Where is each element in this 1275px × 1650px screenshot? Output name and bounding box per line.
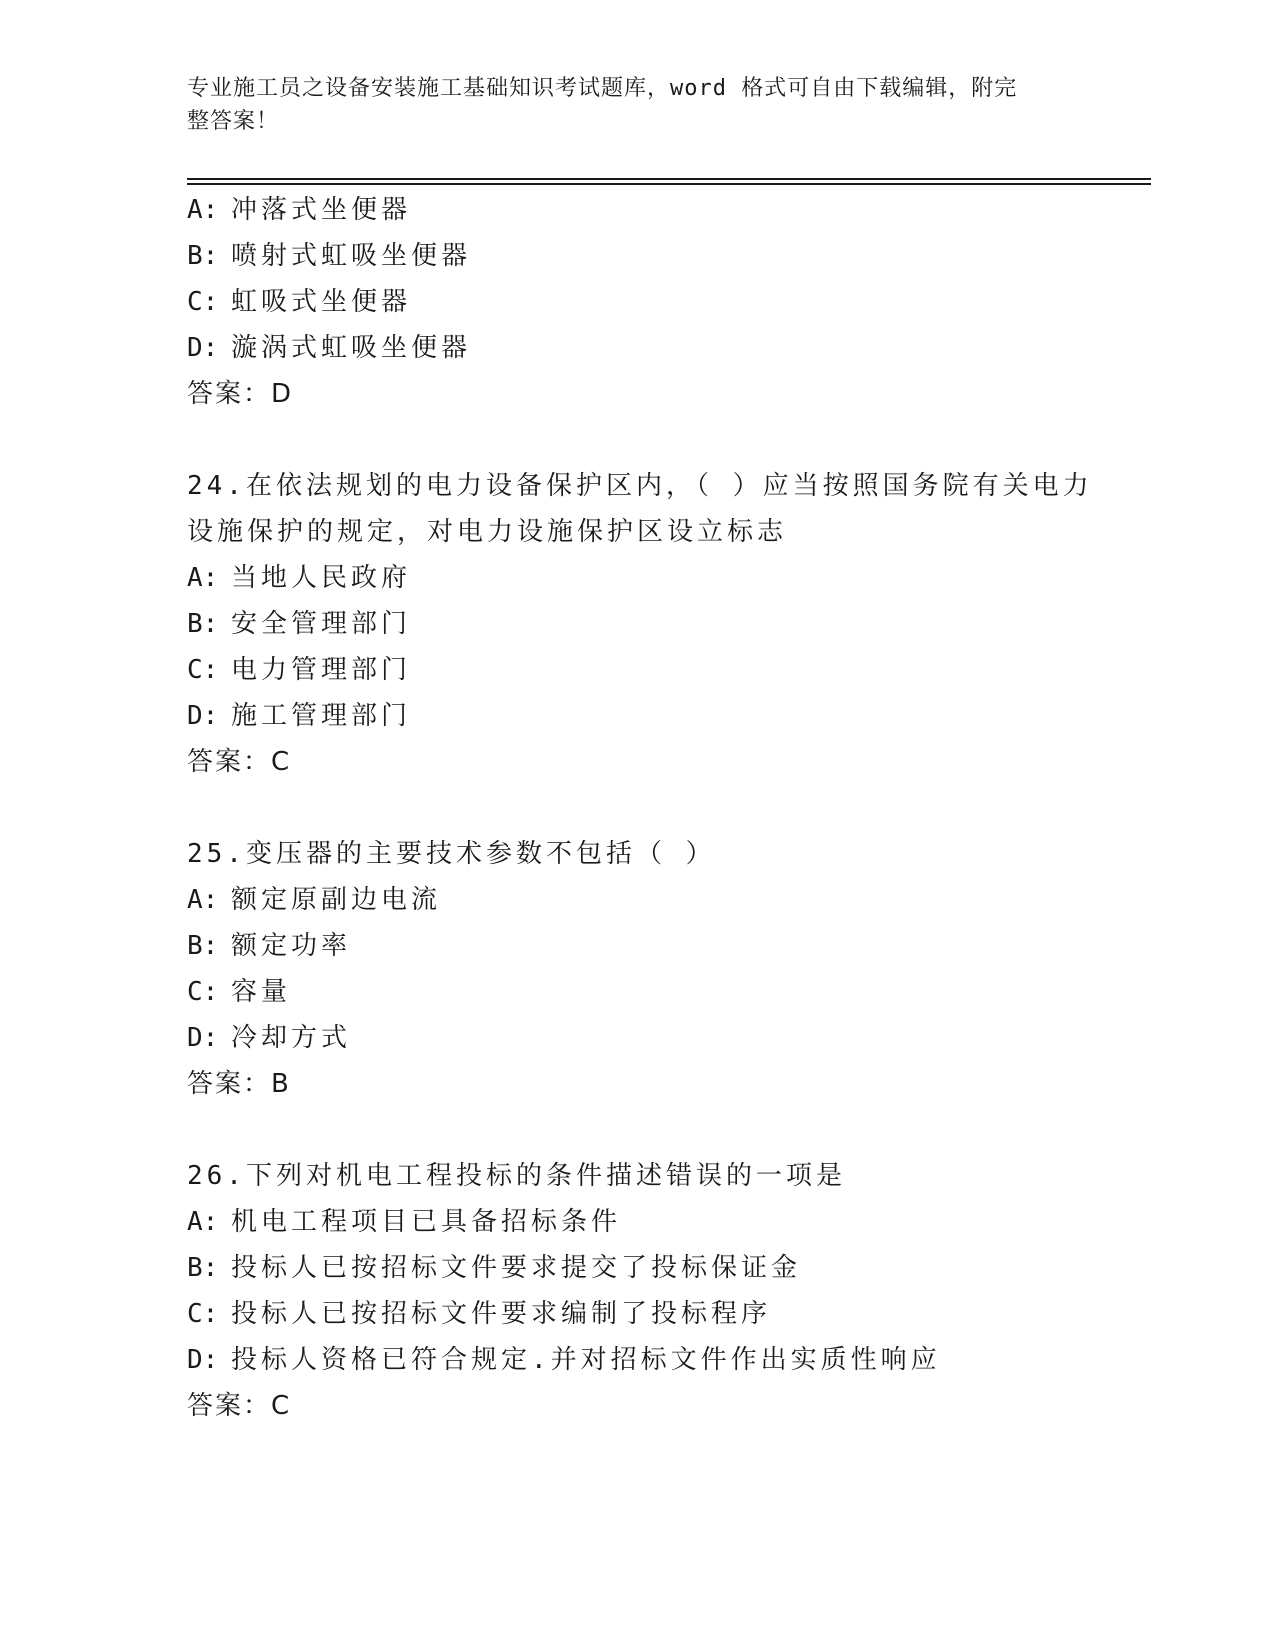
question-text-line-1: 26.下列对机电工程投标的条件描述错误的一项是 (187, 1161, 846, 1191)
option-d: D: 冷却方式 (187, 1023, 352, 1053)
option-c: C: 电力管理部门 (187, 655, 412, 685)
option-b: B: 投标人已按招标文件要求提交了投标保证金 (187, 1253, 802, 1283)
header-divider-top (187, 178, 1151, 180)
option-c: C: 虹吸式坐便器 (187, 287, 412, 317)
document-header (187, 72, 1067, 138)
answer-line: 答案：D (187, 379, 294, 409)
option-a: A: 额定原副边电流 (187, 885, 442, 915)
question-list (187, 187, 1147, 1429)
question-text-line-2: 设施保护的规定，对电力设施保护区设立标志 (187, 517, 788, 547)
answer-line: 答案：B (187, 1069, 291, 1099)
header-line-2: 整答案！ (187, 109, 280, 134)
option-c: C: 容量 (187, 977, 292, 1007)
option-a: A: 机电工程项目已具备招标条件 (187, 1207, 622, 1237)
option-a: A: 冲落式坐便器 (187, 195, 412, 225)
question-text-line-1: 25.变压器的主要技术参数不包括（ ） (187, 839, 716, 869)
header-divider-bottom (187, 183, 1151, 185)
option-c: C: 投标人已按招标文件要求编制了投标程序 (187, 1299, 772, 1329)
option-d: D: 漩涡式虹吸坐便器 (187, 333, 472, 363)
option-b: B: 喷射式虹吸坐便器 (187, 241, 472, 271)
question-block (187, 831, 1147, 1107)
option-b: B: 额定功率 (187, 931, 352, 961)
answer-line: 答案：C (187, 747, 292, 777)
option-d: D: 投标人资格已符合规定.并对招标文件作出实质性响应 (187, 1345, 941, 1375)
question-block (187, 463, 1147, 785)
header-line-1: 专业施工员之设备安装施工基础知识考试题库，word 格式可自由下载编辑，附完 (187, 76, 1018, 101)
option-b: B: 安全管理部门 (187, 609, 412, 639)
question-block (187, 187, 1147, 417)
option-a: A: 当地人民政府 (187, 563, 412, 593)
question-block (187, 1153, 1147, 1429)
question-text-line-1: 24.在依法规划的电力设备保护区内，（ ）应当按照国务院有关电力 (187, 471, 1093, 501)
option-d: D: 施工管理部门 (187, 701, 412, 731)
answer-line: 答案：C (187, 1391, 292, 1421)
